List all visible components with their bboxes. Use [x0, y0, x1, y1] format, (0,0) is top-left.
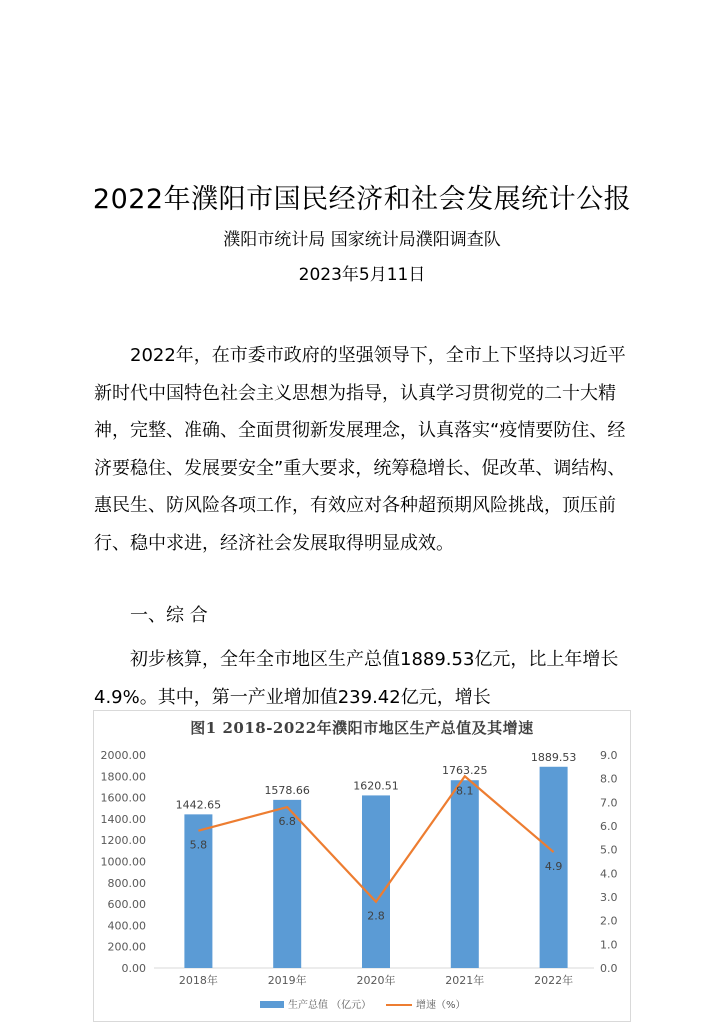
growth-value-label: 4.9	[544, 860, 563, 874]
category-label: 2022年	[534, 974, 574, 987]
section-heading: 一、综 合	[130, 605, 208, 626]
gdp-value-label: 1578.66	[264, 783, 310, 797]
growth-value-label: 6.8	[278, 815, 296, 829]
right-axis-tick: 0.0	[600, 962, 618, 975]
gdp-chart	[93, 710, 631, 1022]
report-title: 2022年濮阳市国民经济和社会发展统计公报	[92, 184, 632, 215]
left-axis-tick: 1000.00	[100, 855, 146, 869]
gdp-bar	[184, 814, 212, 968]
gdp-value-label: 1763.25	[442, 764, 488, 778]
left-axis-tick: 1400.00	[100, 812, 146, 826]
right-axis-tick: 6.0	[600, 820, 618, 833]
growth-value-label: 8.1	[456, 784, 474, 798]
gdp-value-label: 1442.65	[175, 798, 222, 812]
gdp-value-label: 1889.53	[530, 750, 577, 764]
left-axis-tick: 800.00	[107, 876, 146, 890]
right-axis-tick: 8.0	[600, 772, 618, 786]
intro-paragraph: 2022年，在市委市政府的坚强领导下，全市上下坚持以习近平新时代中国特色社会主义思想为指导，认真学习贯彻党的二十大精神，完整、准确、全面贯彻新发展理念，认真落实“疫情要防住、经济要稳住、发展要安全”重大要求，统筹稳增长、促改革、调结构、惠民生、防风险各项工作，有效应对各种超预期风险挑战，顶压前行、稳中求进，经济社会发展取得明显成效。	[94, 345, 626, 554]
left-axis-tick: 400.00	[107, 919, 146, 933]
legend-growth-label: 增速（%）	[416, 1000, 466, 1011]
right-axis-tick: 4.0	[600, 867, 618, 881]
growth-value-label: 5.8	[189, 838, 208, 852]
legend-bar-swatch	[260, 1001, 284, 1008]
gdp-paragraph: 初步核算，全年全市地区生产总值1889.53亿元，比上年增长4.9%。其中，第一产业增加值239.42亿元，增长	[94, 649, 619, 708]
right-axis-tick: 3.0	[600, 891, 618, 904]
gdp-bar	[451, 780, 479, 968]
left-axis-tick: 1600.00	[100, 791, 146, 805]
chart-svg	[94, 711, 632, 1023]
gdp-value-label: 1620.51	[353, 779, 399, 793]
left-axis-tick: 0.00	[121, 962, 146, 975]
right-axis-tick: 5.0	[600, 843, 618, 857]
gdp-bar	[362, 795, 390, 968]
chart-title: 图1 2018-2022年濮阳市地区生产总值及其增速	[190, 719, 534, 737]
right-axis-tick: 1.0	[600, 938, 618, 952]
legend-gdp-label: 生产总值 （亿元）	[288, 1000, 372, 1011]
left-axis-tick: 1200.00	[100, 834, 146, 848]
category-label: 2020年	[356, 974, 396, 987]
right-axis-tick: 7.0	[600, 796, 618, 810]
right-axis-tick: 9.0	[600, 749, 618, 762]
left-axis-tick: 600.00	[107, 898, 146, 912]
publisher-line: 濮阳市统计局 国家统计局濮阳调查队	[223, 230, 501, 250]
category-label: 2018年	[178, 974, 218, 987]
growth-value-label: 2.8	[367, 909, 385, 923]
right-axis-tick: 2.0	[600, 914, 618, 928]
left-axis-tick: 2000.00	[100, 749, 146, 762]
category-label: 2019年	[267, 974, 307, 987]
left-axis-tick: 1800.00	[100, 770, 146, 784]
category-label: 2021年	[445, 974, 485, 987]
publish-date: 2023年5月11日	[298, 265, 426, 285]
left-axis-tick: 200.00	[107, 940, 146, 954]
